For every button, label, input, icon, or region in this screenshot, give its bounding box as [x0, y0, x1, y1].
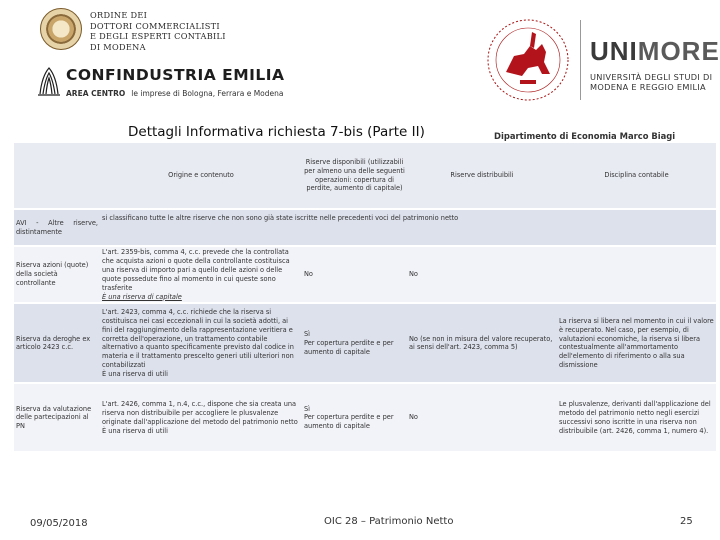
table-row — [14, 383, 716, 451]
header-cell-origin: Origine e contenuto — [100, 143, 302, 209]
row-discipline-cell: La riserva si libera nel momento in cui il valore è recuperato. Nel caso, per esempio, di valutazioni economiche, la riserva si libera contestualmente all'ammortamento dell'elemento di riferimento o alla sua dismissione — [557, 303, 716, 383]
row-discipline-cell — [557, 246, 716, 303]
row-name-cell: Riserva azioni (quote) della società controllante — [14, 246, 100, 303]
confindustria-logo — [36, 62, 296, 108]
unimore-subtitle: UNIVERSITÀ DEGLI STUDI DI MODENA E REGGIO EMILIA — [590, 72, 713, 92]
ordine-text: ORDINE DEI DOTTORI COMMERCIALISTI E DEGLI ESPERTI CONTABILI DI MODENA — [90, 10, 226, 52]
confindustria-mark-icon — [36, 64, 62, 98]
header-cell-distributable: Riserve distribuibili — [407, 143, 557, 209]
row-origin-cell: L'art. 2426, comma 1, n.4, c.c., dispone che sia creata una riserva non distribuibile per accogliere le plusvalenze originate dall'applicazione del metodo del patrimonio netto È una riserva di utili — [100, 383, 302, 451]
row-origin-cell: L'art. 2423, comma 4, c.c. richiede che la riserva si costituisca nei casi eccezionali in cui la società adotti, ai fini del raggiungimento della rappresentazione veritiera e corretta dell'operazione, un trattamento contabile alternativo a quanto specificamente previsto dal codice in materia e il trattamento prescelto generi utili ulteriori non contabilizzati È una riserva di utili — [100, 303, 302, 383]
table-header-row — [14, 143, 716, 209]
confindustria-subtitle: AREA CENTRO le imprese di Bologna, Ferrara e Modena — [66, 89, 284, 98]
ordine-logo — [40, 4, 250, 62]
row-distributable-cell: No — [407, 246, 557, 303]
header-cell-available: Riserve disponibili (utilizzabili per almeno una delle seguenti operazioni: copertura di perdite, aumento di capitale) — [302, 143, 407, 209]
ordine-seal-icon — [40, 8, 82, 50]
row-discipline-cell: Le plusvalenze, derivanti dall'applicazione del metodo del patrimonio netto negli esercizi successivi sono iscritte in una riserva non distribuibile (art. 2426, comma 1, numero 4). — [557, 383, 716, 451]
table-row — [14, 246, 716, 303]
unimore-divider — [580, 20, 581, 100]
table-row — [14, 209, 716, 246]
row-name-cell: Riserva da valutazione delle partecipazioni al PN — [14, 383, 100, 451]
header-cell-name — [14, 143, 100, 209]
row-span-cell: si classificano tutte le altre riserve che non sono già state iscritte nelle precedenti voci del patrimonio netto — [100, 209, 716, 246]
row-available-cell: Sì Per copertura perdite e per aumento di capitale — [302, 303, 407, 383]
footer-title: OIC 28 – Patrimonio Netto — [324, 516, 454, 527]
row-name-cell: AVI - Altre riserve, distintamente — [14, 209, 100, 246]
reserves-table — [14, 143, 716, 451]
row-available-cell: Sì Per copertura perdite e per aumento di capitale — [302, 383, 407, 451]
row-name-cell: Riserva da deroghe ex articolo 2423 c.c. — [14, 303, 100, 383]
row-available-cell: No — [302, 246, 407, 303]
row-distributable-cell: No (se non in misura del valore recuperato, ai sensi dell'art. 2423, comma 5) — [407, 303, 557, 383]
department-name: Dipartimento di Economia Marco Biagi — [494, 131, 676, 141]
unimore-seal-icon — [484, 10, 572, 106]
table-row — [14, 303, 716, 383]
header-cell-discipline: Disciplina contabile — [557, 143, 716, 209]
unimore-logo — [484, 6, 720, 110]
row-distributable-cell: No — [407, 383, 557, 451]
row-origin-cell: L'art. 2359-bis, comma 4, c.c. prevede che la controllata che acquista azioni o quote della controllante costituisca una riserva di importo pari a quello delle azioni o delle quote possedute fino al momento in cui queste sono trasferite È una riserva di capitale — [100, 246, 302, 303]
page-number: 25 — [680, 516, 693, 527]
unimore-name: UNIMORE — [590, 36, 720, 66]
confindustria-name: CONFINDUSTRIA EMILIA — [66, 66, 285, 84]
page-title: Dettagli Informativa richiesta 7-bis (Parte II) — [128, 124, 425, 140]
footer-date: 09/05/2018 — [30, 518, 88, 529]
